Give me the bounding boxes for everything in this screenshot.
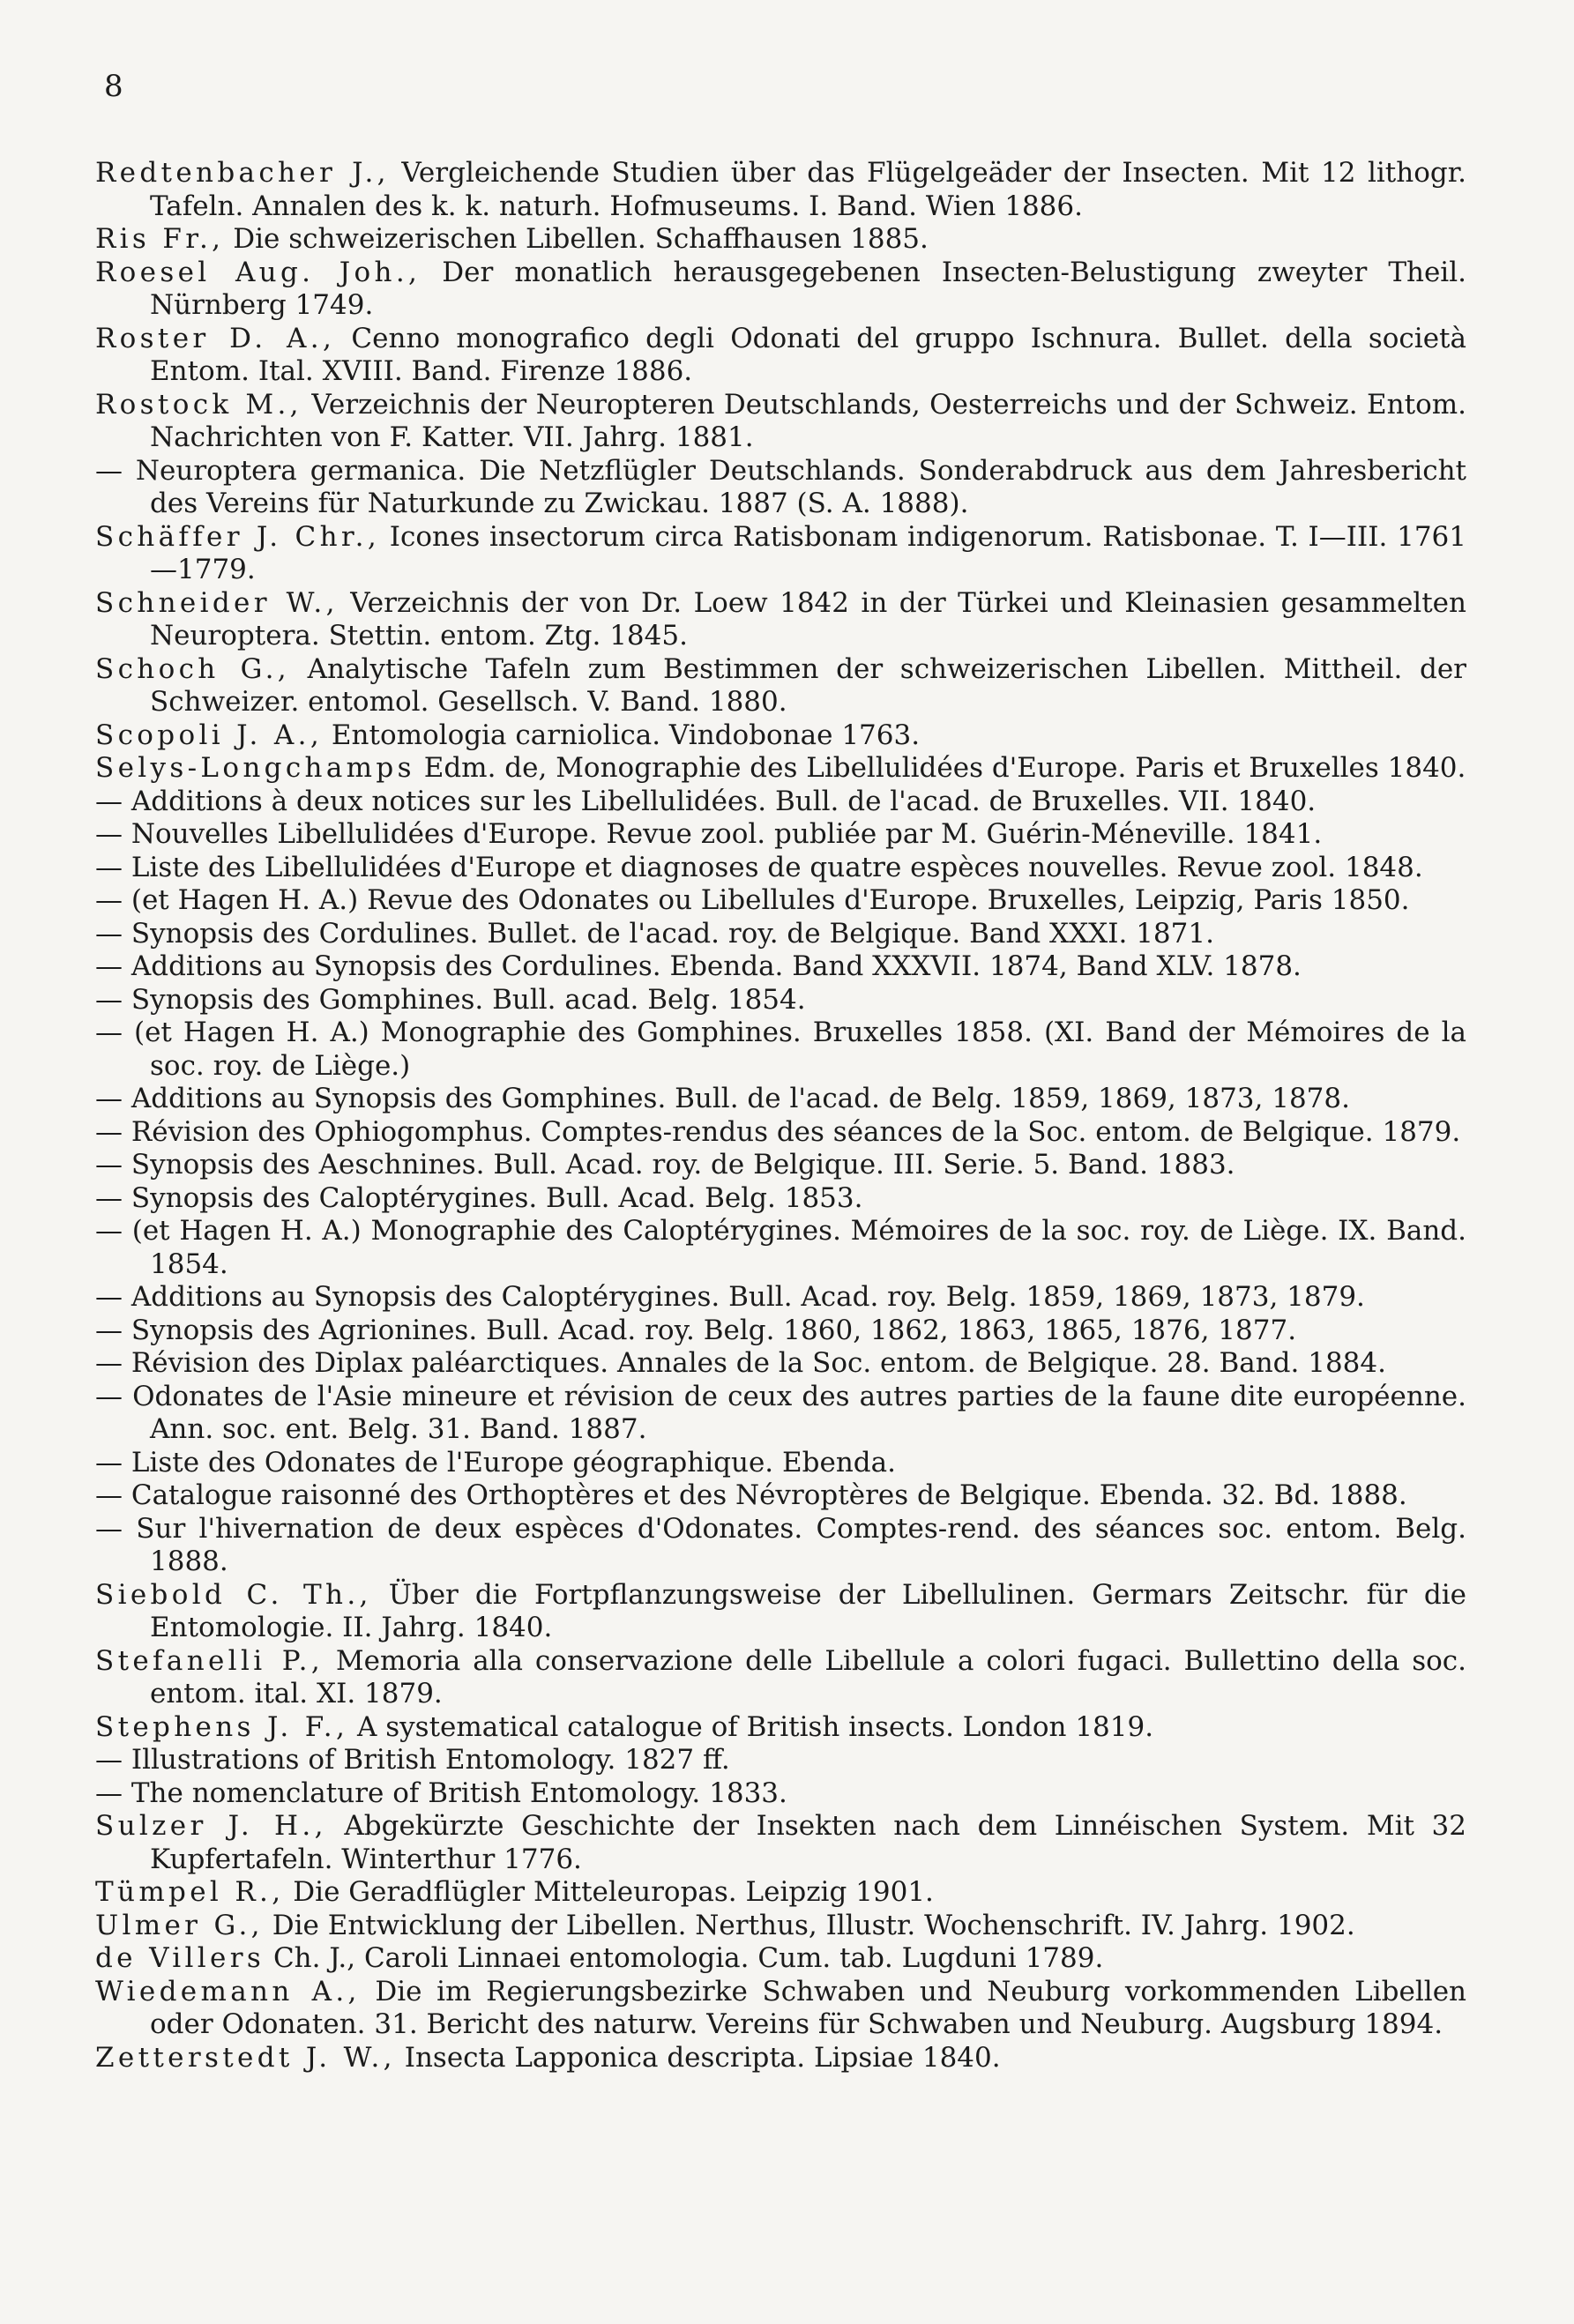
bibliography-entry [95, 752, 1466, 786]
bibliography-entry [95, 1017, 1466, 1083]
entry-author: Selys-Longchamps [95, 752, 415, 784]
entry-text: — (et Hagen H. A.) Revue des Odonates ou Libellules d'Europe. Bruxelles, Leipzig, Paris 1850. [95, 884, 1410, 916]
bibliography-entry [95, 1942, 1466, 1976]
bibliography-entry [95, 1281, 1466, 1315]
entry-text: — Additions au Synopsis des Gomphines. Bull. de l'acad. de Belg. 1859, 1869, 1873, 1878. [95, 1083, 1350, 1114]
entry-text: — Odonates de l'Asie mineure et révision de ceux des autres parties de la faune dite européenne. Ann. soc. ent. Belg. 31. Band. 1887. [95, 1380, 1466, 1445]
bibliography-entry [95, 157, 1466, 223]
entry-author: Ulmer G., [95, 1909, 264, 1941]
bibliography-entry [95, 1215, 1466, 1281]
bibliography-entry [95, 1347, 1466, 1381]
entry-text: Der monatlich herausgegebenen Insecten-Belustigung zweyter Theil. Nürnberg 1749. [150, 256, 1466, 321]
bibliography-entry [95, 852, 1466, 885]
entry-text: — (et Hagen H. A.) Monographie des Caloptérygines. Mémoires de la soc. roy. de Liège. IX. Band. 1854. [95, 1215, 1466, 1280]
entry-text: — Sur l'hivernation de deux espèces d'Odonates. Comptes-rend. des séances soc. entom. Belg. 1888. [95, 1512, 1466, 1577]
entry-text: Verzeichnis der Neuropteren Deutschlands, Oesterreichs und der Schweiz. Entom. Nachrichten von F. Katter. VII. Jahrg. 1881. [150, 388, 1466, 453]
bibliography-entry [95, 455, 1466, 521]
bibliography-entry [95, 1182, 1466, 1216]
bibliography-entry [95, 950, 1466, 984]
bibliography-entry [95, 918, 1466, 951]
entry-author: Scopoli J. A., [95, 719, 324, 751]
bibliography-entry [95, 1479, 1466, 1513]
entry-text: — Neuroptera germanica. Die Netzflügler Deutschlands. Sonderabdruck aus dem Jahresbericht des Vereins für Naturkunde zu Zwickau. 1887 (S. A. 1888). [95, 454, 1466, 519]
bibliography-entry [95, 719, 1466, 753]
bibliography-entry [95, 786, 1466, 819]
bibliography-entry [95, 587, 1466, 653]
entry-text: Die Geradflügler Mitteleuropas. Leipzig 1901. [284, 1876, 934, 1908]
bibliography-entry [95, 1149, 1466, 1182]
bibliography-entry [95, 1810, 1466, 1876]
entry-text: — (et Hagen H. A.) Monographie des Gomphines. Bruxelles 1858. (XI. Band der Mémoires de la soc. roy. de Liège.) [95, 1017, 1466, 1082]
bibliography-entry [95, 1513, 1466, 1579]
entry-text: Edm. de, Monographie des Libellulidées d'Europe. Paris et Bruxelles 1840. [414, 752, 1466, 784]
entry-text: Memoria alla conservazione delle Libellule a colori fugaci. Bullettino della soc. entom. ital. XI. 1879. [150, 1644, 1466, 1709]
entry-author: Wiedemann A., [95, 1975, 361, 2007]
bibliography-entry [95, 1711, 1466, 1745]
entry-text: — Synopsis des Agrionines. Bull. Acad. roy. Belg. 1860, 1862, 1863, 1865, 1876, 1877. [95, 1314, 1297, 1346]
entry-text: Ch. J., Caroli Linnaei entomologia. Cum. tab. Lugduni 1789. [265, 1942, 1104, 1974]
bibliography-entry [95, 323, 1466, 389]
entry-text: — Nouvelles Libellulidées d'Europe. Revue zool. publiée par M. Guérin-Méneville. 1841. [95, 818, 1323, 850]
bibliography-entry [95, 1315, 1466, 1348]
entry-text: — Additions au Synopsis des Cordulines. Ebenda. Band XXXVII. 1874, Band XLV. 1878. [95, 950, 1302, 982]
bibliography-entry [95, 1876, 1466, 1910]
bibliography-entry [95, 1447, 1466, 1480]
bibliography-entry [95, 521, 1466, 587]
bibliography-entry [95, 1777, 1466, 1811]
bibliography-entry [95, 389, 1466, 455]
entry-text: — The nomenclature of British Entomology. 1833. [95, 1777, 787, 1809]
entry-text: — Illustrations of British Entomology. 1827 ff. [95, 1744, 730, 1776]
entry-author: Stefanelli P., [95, 1644, 324, 1677]
bibliography-entry [95, 1083, 1466, 1116]
bibliography-entry [95, 1744, 1466, 1777]
entry-text: Die Entwicklung der Libellen. Nerthus, Illustr. Wochenschrift. IV. Jahrg. 1902. [263, 1909, 1355, 1941]
entry-text: — Révision des Diplax paléarctiques. Annales de la Soc. entom. de Belgique. 28. Band. 1884. [95, 1347, 1386, 1379]
entry-text: — Synopsis des Aeschnines. Bull. Acad. roy. de Belgique. III. Serie. 5. Band. 1883. [95, 1149, 1235, 1181]
entry-author: Schoch G., [95, 652, 290, 685]
bibliography-entry [95, 984, 1466, 1017]
entry-text: Über die Fortpflanzungsweise der Libellulinen. Germars Zeitschr. für die Entomologie. II. Jahrg. 1840. [150, 1578, 1466, 1643]
entry-text: — Additions à deux notices sur les Libellulidées. Bull. de l'acad. de Bruxelles. VII. 1840. [95, 785, 1317, 817]
entry-text: — Synopsis des Caloptérygines. Bull. Acad. Belg. 1853. [95, 1181, 863, 1214]
entry-text: Die im Regierungsbezirke Schwaben und Neuburg vorkommenden Libellen oder Odonaten. 31. Bericht des naturw. Vereins für Schwaben und Neuburg. Augsburg 1894. [150, 1975, 1466, 2040]
bibliography-entry [95, 257, 1466, 323]
entry-text: Verzeichnis der von Dr. Loew 1842 in der Türkei und Kleinasien gesammelten Neuroptera. Stettin. entom. Ztg. 1845. [150, 586, 1466, 652]
entry-text: — Synopsis des Gomphines. Bull. acad. Belg. 1854. [95, 983, 806, 1016]
entry-text: — Révision des Ophiogomphus. Comptes-rendus des séances de la Soc. entom. de Belgique. 1879. [95, 1115, 1461, 1148]
entry-author: Roesel Aug. Joh., [95, 256, 421, 288]
bibliography-entry [95, 884, 1466, 918]
entry-text: Vergleichende Studien über das Flügelgeäder der Insecten. Mit 12 lithogr. Tafeln. Annalen des k. k. naturh. Hofmuseums. I. Band. Wien 1886. [150, 157, 1466, 222]
entry-text: — Catalogue raisonné des Orthoptères et des Névroptères de Belgique. Ebenda. 32. Bd. 1888. [95, 1479, 1407, 1511]
entry-text: Entomologia carniolica. Vindobonae 1763. [323, 719, 921, 751]
entry-author: de Villers [95, 1942, 265, 1974]
entry-text: — Additions au Synopsis des Caloptérygines. Bull. Acad. roy. Belg. 1859, 1869, 1873, 1879. [95, 1281, 1365, 1313]
bibliography-entry [95, 1910, 1466, 1943]
entry-text: — Liste des Libellulidées d'Europe et diagnoses de quatre espèces nouvelles. Revue zool. 1848. [95, 851, 1423, 883]
entry-text: — Synopsis des Cordulines. Bullet. de l'acad. roy. de Belgique. Band XXXI. 1871. [95, 917, 1214, 950]
bibliography-entry [95, 1381, 1466, 1447]
entry-author: Rostock M., [95, 388, 302, 421]
entry-author: Schneider W., [95, 586, 339, 619]
entry-author: Tümpel R., [95, 1876, 285, 1908]
entry-author: Ris Fr., [95, 223, 225, 255]
entry-author: Stephens J. F., [95, 1710, 349, 1743]
bibliography-entry [95, 818, 1466, 852]
entry-author: Redtenbacher J., [95, 157, 390, 189]
entry-text: A systematical catalogue of British insects. London 1819. [348, 1710, 1154, 1743]
bibliography-entry [95, 1976, 1466, 2042]
bibliography-entry [95, 223, 1466, 257]
entry-author: Sulzer J. H., [95, 1810, 327, 1842]
page-number: 8 [104, 69, 123, 104]
entry-author: Roster D. A., [95, 322, 336, 354]
entry-text: Abgekürzte Geschichte der Insekten nach dem Linnéischen System. Mit 32 Kupfertafeln. Winterthur 1776. [150, 1810, 1467, 1875]
entry-text: Die schweizerischen Libellen. Schaffhausen 1885. [224, 223, 929, 255]
entry-text: Cenno monografico degli Odonati del gruppo Ischnura. Bullet. della società Entom. Ital. XVIII. Band. Firenze 1886. [150, 322, 1466, 387]
entry-author: Siebold C. Th., [95, 1578, 372, 1611]
bibliography-entry [95, 1645, 1466, 1711]
entry-text: Insecta Lapponica descripta. Lipsiae 1840. [395, 2041, 1001, 2074]
bibliography-entry [95, 1116, 1466, 1150]
entry-author: Zetterstedt J. W., [95, 2041, 396, 2074]
entry-text: Analytische Tafeln zum Bestimmen der schweizerischen Libellen. Mittheil. der Schweizer. entomol. Gesellsch. V. Band. 1880. [150, 652, 1466, 718]
entry-author: Schäffer J. Chr., [95, 520, 381, 553]
bibliography-entry [95, 2042, 1466, 2075]
bibliography-entry [95, 653, 1466, 719]
bibliography-list [95, 157, 1466, 2074]
entry-text: Icones insectorum circa Ratisbonam indigenorum. Ratisbonae. T. I—III. 1761—1779. [150, 520, 1466, 585]
bibliography-entry [95, 1579, 1466, 1645]
entry-text: — Liste des Odonates de l'Europe géographique. Ebenda. [95, 1446, 896, 1479]
